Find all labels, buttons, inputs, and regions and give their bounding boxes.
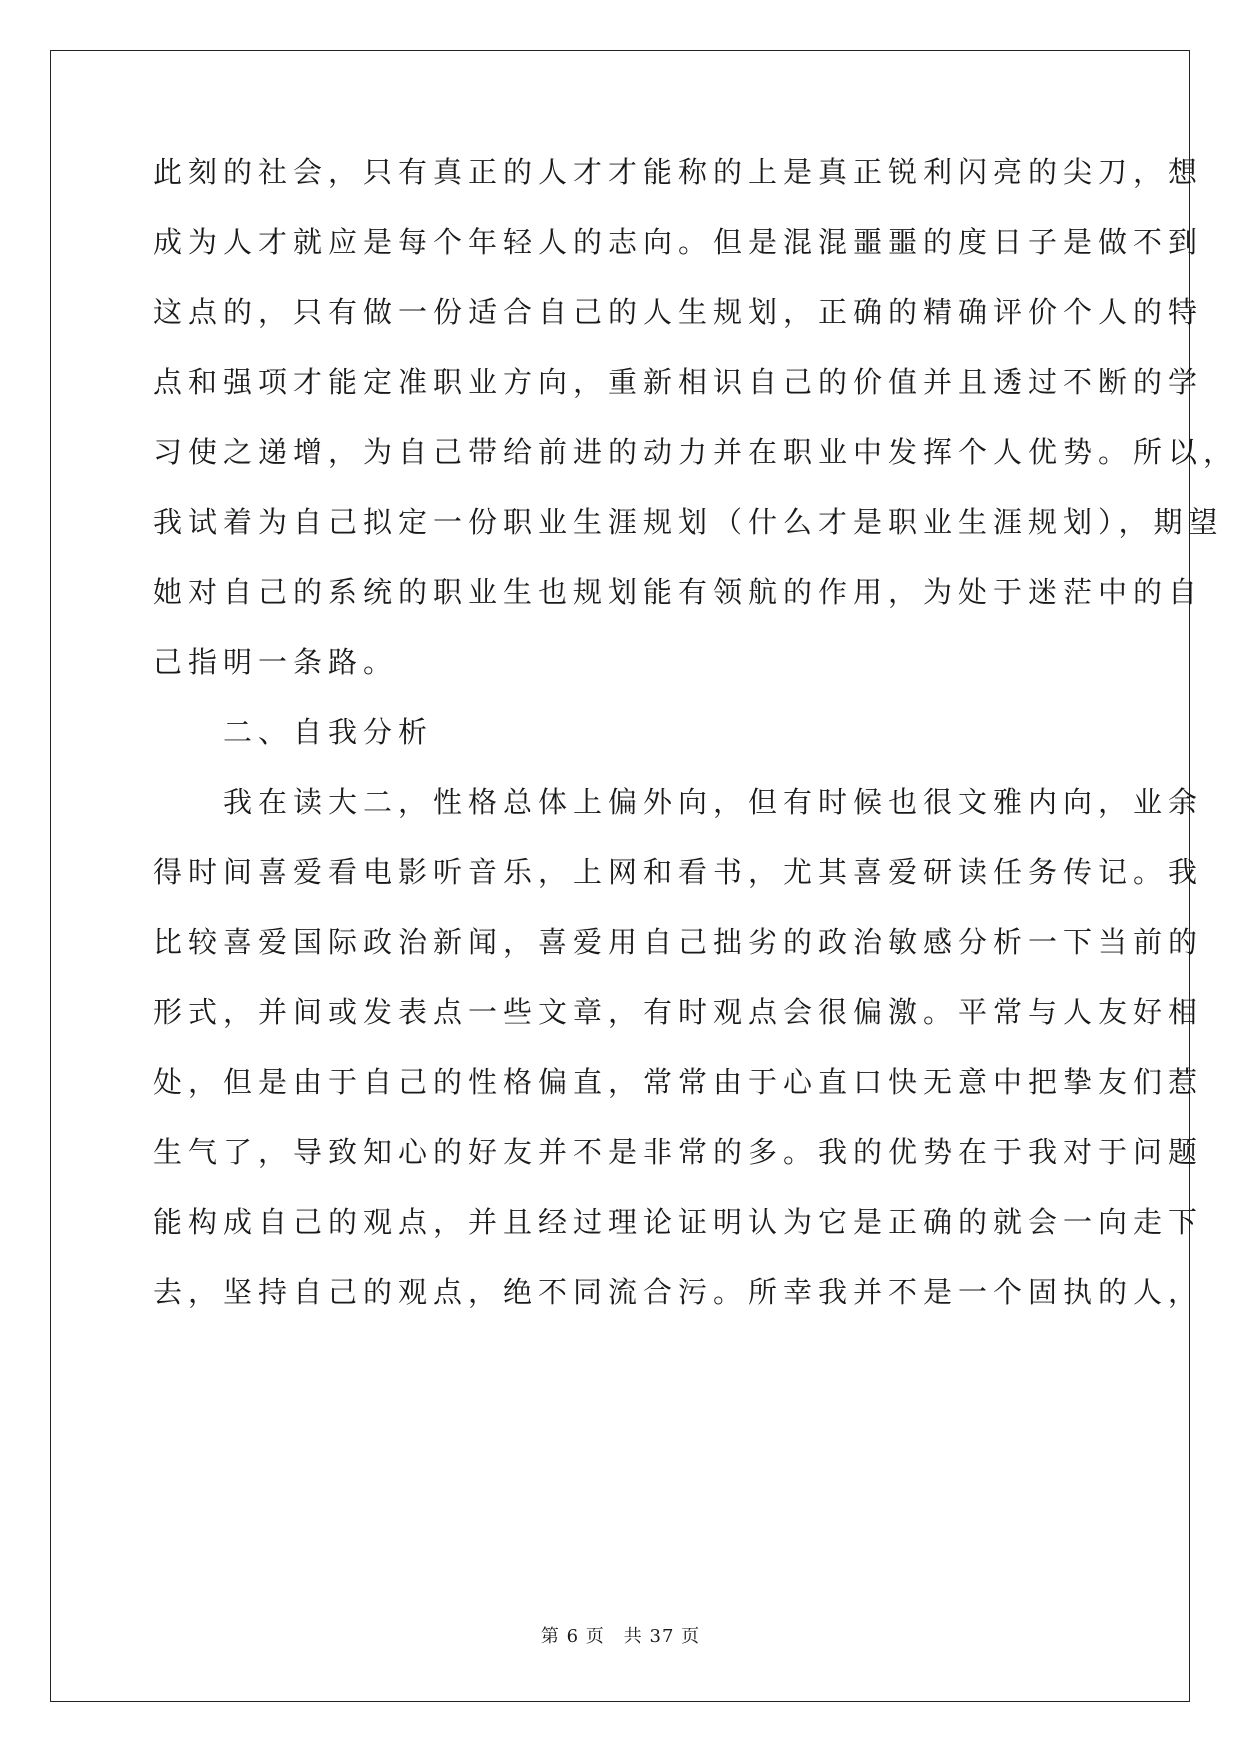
text-line: 习使之递增，为自己带给前进的动力并在职业中发挥个人优势。所以， [153, 435, 1239, 469]
text-line: 能构成自己的观点，并且经过理论证明认为它是正确的就会一向走下 [153, 1205, 1204, 1239]
text-line: 比较喜爱国际政治新闻，喜爱用自己拙劣的政治敏感分析一下当前的 [153, 925, 1204, 959]
page-number-footer: 第 6 页 共 37 页 [540, 1626, 701, 1647]
text-line: 点和强项才能定准职业方向，重新相识自己的价值并且透过不断的学 [153, 365, 1204, 399]
section-heading: 二、自我分析 [153, 715, 434, 749]
text-line: 得时间喜爱看电影听音乐，上网和看书，尤其喜爱研读任务传记。我 [153, 855, 1204, 889]
text-line: 去，坚持自己的观点，绝不同流合污。所幸我并不是一个固执的人， [153, 1275, 1204, 1309]
text-line: 己指明一条路。 [153, 645, 399, 679]
text-line: 这点的，只有做一份适合自己的人生规划，正确的精确评价个人的特 [153, 295, 1204, 329]
text-line: 此刻的社会，只有真正的人才才能称的上是真正锐利闪亮的尖刀，想 [153, 155, 1204, 189]
text-line: 处，但是由于自己的性格偏直，常常由于心直口快无意中把挚友们惹 [153, 1065, 1204, 1099]
text-line: 她对自己的系统的职业生也规划能有领航的作用，为处于迷茫中的自 [153, 575, 1204, 609]
text-line: 我在读大二，性格总体上偏外向，但有时候也很文雅内向，业余 [153, 785, 1204, 819]
text-line: 我试着为自己拟定一份职业生涯规划（什么才是职业生涯规划），期望 [153, 505, 1224, 539]
text-line: 生气了，导致知心的好友并不是非常的多。我的优势在于我对于问题 [153, 1135, 1204, 1169]
text-line: 成为人才就应是每个年轻人的志向。但是混混噩噩的度日子是做不到 [153, 225, 1204, 259]
text-line: 形式，并间或发表点一些文章，有时观点会很偏激。平常与人友好相 [153, 995, 1204, 1029]
